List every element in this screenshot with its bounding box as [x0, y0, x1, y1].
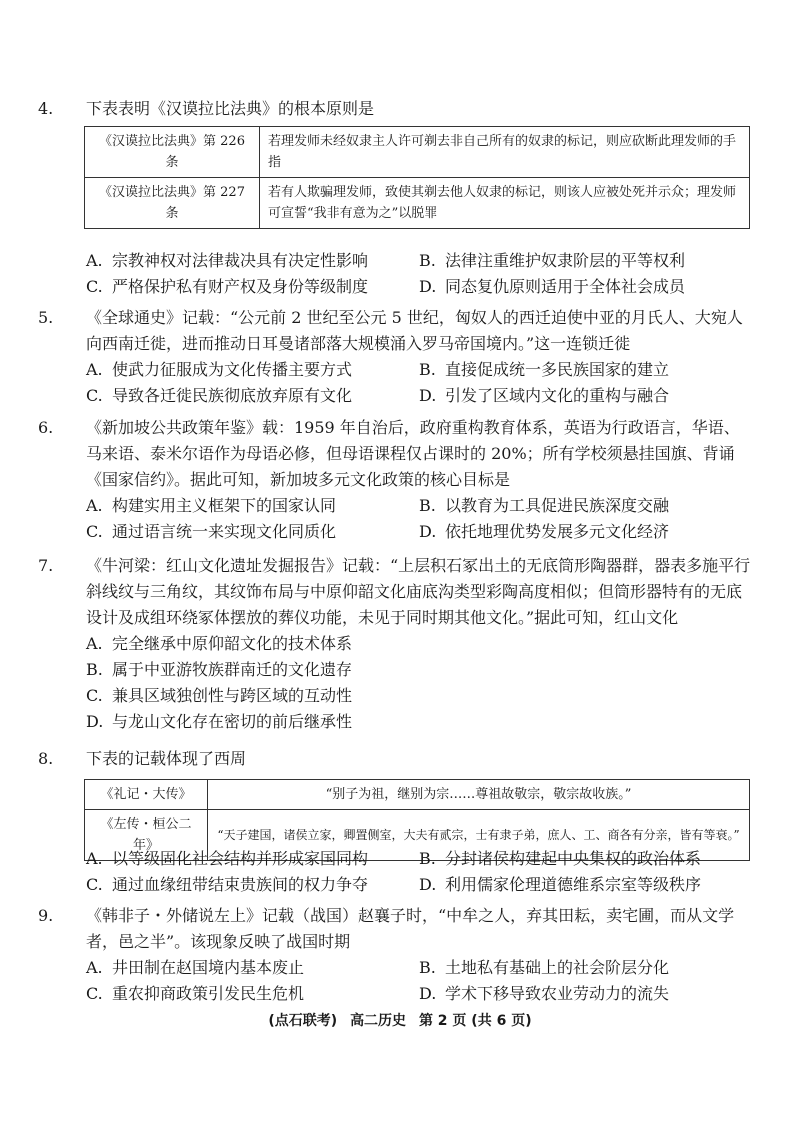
option-b[interactable]: B. 以教育为工具促进民族深度交融 — [419, 496, 670, 515]
option-c[interactable]: C. 重农抑商政策引发民生危机 — [86, 984, 305, 1003]
question-stem: 8. 下表的记载体现了西周 — [38, 749, 247, 768]
option-d[interactable]: D. 同态复仇原则适用于全体社会成员 — [419, 277, 686, 296]
option-b[interactable]: B. 属于中亚游牧族群南迁的文化遗存 — [86, 660, 353, 679]
option-d[interactable]: D. 依托地理优势发展多元文化经济 — [419, 522, 670, 541]
option-b[interactable]: B. 法律注重维护奴隶阶层的平等权利 — [419, 251, 686, 270]
option-a[interactable]: A. 构建实用主义框架下的国家认同 — [86, 496, 337, 515]
option-d[interactable]: D. 学术下移导致农业劳动力的流失 — [419, 984, 670, 1003]
question-4-table — [84, 126, 750, 229]
table-row — [85, 780, 750, 810]
table-content: 若理发师未经奴隶主人许可剃去非自己所有的奴隶的标记，则应砍断此理发师的手指 — [260, 127, 750, 178]
question-7 — [38, 553, 752, 735]
table-content: “别子为祖，继别为宗……尊祖故敬宗，敬宗故收族。” — [208, 780, 750, 810]
table-source: 《汉谟拉比法典》第 226 条 — [85, 127, 260, 178]
option-b[interactable]: B. 土地私有基础上的社会阶层分化 — [419, 958, 670, 977]
option-c[interactable]: C. 严格保护私有财产权及身份等级制度 — [86, 277, 369, 296]
option-d[interactable]: D. 利用儒家伦理道德维系宗室等级秩序 — [419, 875, 702, 894]
option-c[interactable]: C. 导致各迁徙民族彻底放弃原有文化 — [86, 386, 353, 405]
table-source: 《汉谟拉比法典》第 227 条 — [85, 178, 260, 229]
option-a[interactable]: A. 井田制在赵国境内基本废止 — [86, 958, 305, 977]
option-a[interactable]: A. 宗教神权对法律裁决具有决定性影响 — [86, 251, 369, 270]
option-b[interactable]: B. 直接促成统一多民族国家的建立 — [419, 360, 670, 379]
option-c[interactable]: C. 通过语言统一来实现文化同质化 — [86, 522, 337, 541]
question-8-options — [62, 846, 752, 898]
page-footer — [0, 1010, 800, 1030]
table-source: 《礼记・大传》 — [85, 780, 208, 810]
question-5 — [38, 305, 752, 409]
option-d[interactable]: D. 引发了区域内文化的重构与融合 — [419, 386, 670, 405]
question-4-options — [62, 248, 752, 300]
table-content: “天子建国，诸侯立家，卿置侧室，大夫有贰宗，士有隶子弟，庶人、工、商各有分亲，皆有等衰。” — [208, 810, 750, 861]
page-number: 第 2 页 (共 6 页) — [418, 1013, 532, 1029]
table-content: 若有人欺骗理发师，致使其剃去他人奴隶的标记，则该人应被处死并示众；理发师可宣誓“我非有意为之”以脱罪 — [260, 178, 750, 229]
subject-name: 高二历史 — [350, 1013, 407, 1029]
exam-name: (点石联考) — [268, 1013, 338, 1029]
question-6 — [38, 415, 752, 545]
option-d[interactable]: D. 与龙山文化存在密切的前后继承性 — [86, 712, 353, 731]
question-stem: 9. 《韩非子・外储说左上》记载（战国）赵襄子时，“中牟之人，弃其田耘，卖宅圃，而从文学者，邑之半”。该现象反映了战国时期 — [38, 906, 735, 951]
option-c[interactable]: C. 通过血缘纽带结束贵族间的权力争夺 — [86, 875, 369, 894]
question-9 — [38, 903, 752, 1007]
option-b[interactable]: B. 分封诸侯构建起中央集权的政治体系 — [419, 849, 702, 868]
option-a[interactable]: A. 完全继承中原仰韶文化的技术体系 — [86, 634, 353, 653]
table-row — [85, 178, 750, 229]
option-c[interactable]: C. 兼具区域独创性与跨区域的互动性 — [86, 686, 353, 705]
question-stem: 7. 《牛河梁：红山文化遗址发掘报告》记载：“上层积石冢出土的无底筒形陶器群，器表多施平行斜线纹与三角纹，其纹饰布局与中原仰韶文化庙底沟类型彩陶高度相似；但筒形器特有的无底设计及成组环绕冢体摆放的葬仪功能，未见于同时期其他文化。”据此可知，红山文化 — [38, 556, 751, 627]
table-row — [85, 127, 750, 178]
table-source: 《左传・桓公二年》 — [85, 810, 208, 861]
question-stem: 5. 《全球通史》记载：“公元前 2 世纪至公元 5 世纪，匈奴人的西迁迫使中亚的月氏人、大宛人向西南迁徙，进而推动日耳曼诸部落大规模涌入罗马帝国境内。”这一连锁迁徙 — [38, 308, 743, 353]
question-8 — [38, 746, 752, 772]
question-stem: 6. 《新加坡公共政策年鉴》载：1959 年自治后，政府重构教育体系，英语为行政语言，华语、马来语、泰米尔语作为母语必修，但母语课程仅占课时的 20%；所有学校须悬挂国旗、背诵《国家信约》。据此可知，新加坡多元文化政策的核心目标是 — [38, 418, 740, 489]
question-4 — [38, 96, 752, 122]
option-a[interactable]: A. 使武力征服成为文化传播主要方式 — [86, 360, 353, 379]
option-a[interactable]: A. 以等级固化社会结构并形成家国同构 — [86, 849, 369, 868]
question-stem: 4. 下表表明《汉谟拉比法典》的根本原则是 — [38, 99, 375, 118]
